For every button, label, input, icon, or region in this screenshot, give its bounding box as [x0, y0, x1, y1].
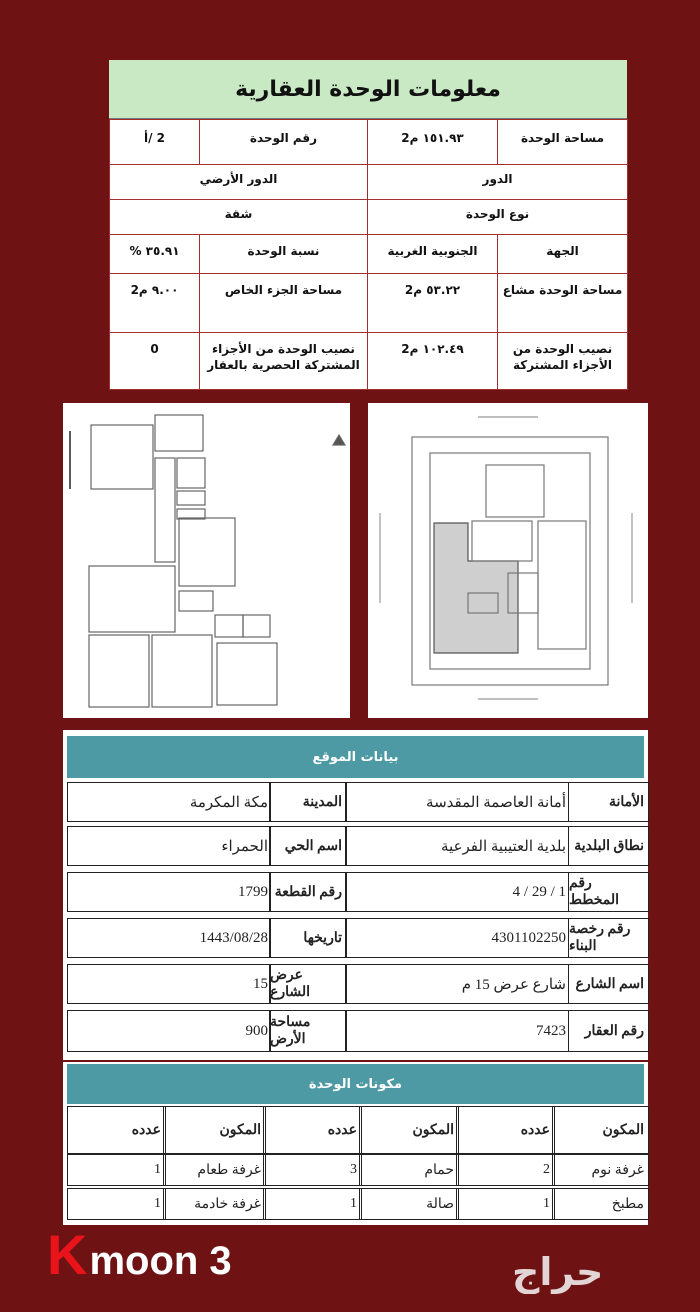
street-name-value: شارع عرض 15 م [345, 964, 569, 1004]
component-header: المكون [552, 1106, 649, 1154]
building-permit-label: رقم رخصة البناء [568, 918, 649, 958]
street-name-label: اسم الشارع [568, 964, 649, 1004]
shared-parts-value: ١٠٢.٤٩ م2 [368, 333, 498, 390]
plan-number-value: 4 / 29 / 1 [345, 872, 569, 912]
component-dining-room: غرفة طعام [163, 1154, 266, 1186]
unit-components-section [63, 1062, 648, 1225]
municipality-value: بلدية العتيبية الفرعية [345, 826, 569, 866]
component-hall: صالة [359, 1188, 459, 1220]
haraj-watermark: حراج [512, 1250, 604, 1294]
common-area-label: مساحة الوحدة مشاع [498, 274, 628, 333]
district-label: اسم الحي [269, 826, 347, 866]
floor-value: الدور الأرضي [110, 165, 368, 200]
district-value: الحمراء [67, 826, 271, 866]
direction-value: الجنوبية الغربية [368, 235, 498, 274]
unit-info-title: معلومات الوحدة العقارية [109, 60, 627, 119]
site-plan-drawing [368, 403, 648, 718]
floor-plan-drawing [63, 403, 350, 718]
property-number-label: رقم العقار [568, 1010, 649, 1052]
common-area-value: ٥٣.٢٢ م2 [368, 274, 498, 333]
location-data-title: بيانات الموقع [67, 736, 644, 778]
unit-ratio-value: ٣٥.٩١ % [110, 235, 200, 274]
street-width-value: 15 [67, 964, 271, 1004]
floor-plan-image [63, 403, 350, 718]
brand-text: moon 3 [89, 1239, 232, 1283]
site-plan-image [368, 403, 648, 718]
unit-info-table [109, 60, 627, 390]
kmoon-brand [47, 1222, 232, 1286]
unit-area-label: مساحة الوحدة [498, 120, 628, 165]
count-header: عدده [456, 1106, 555, 1154]
permit-date-label: تاريخها [269, 918, 347, 958]
property-number-value: 7423 [345, 1010, 569, 1052]
land-area-label: مساحة الأرض [269, 1010, 347, 1052]
component-bathroom: حمام [359, 1154, 459, 1186]
count-bedroom: 2 [456, 1154, 555, 1186]
shared-parts-label: نصيب الوحدة من الأجزاء المشتركة [498, 333, 628, 390]
exclusive-shared-value: 0 [110, 333, 200, 390]
count-header: عدده [263, 1106, 362, 1154]
count-maid-room: 1 [67, 1188, 166, 1220]
private-area-label: مساحة الجزء الخاص [200, 274, 368, 333]
street-width-label: عرض الشارع [269, 964, 347, 1004]
building-permit-value: 4301102250 [345, 918, 569, 958]
direction-label: الجهة [498, 235, 628, 274]
component-header: المكون [359, 1106, 459, 1154]
unit-components-title: مكونات الوحدة [67, 1064, 644, 1104]
amana-value: أمانة العاصمة المقدسة [345, 782, 569, 822]
plot-number-label: رقم القطعة [269, 872, 347, 912]
unit-number-label: رقم الوحدة [200, 120, 368, 165]
component-kitchen: مطبخ [552, 1188, 649, 1220]
city-label: المدينة [269, 782, 347, 822]
city-value: مكة المكرمة [67, 782, 271, 822]
municipality-label: نطاق البلدية [568, 826, 649, 866]
count-kitchen: 1 [456, 1188, 555, 1220]
location-data-section [63, 730, 648, 1060]
unit-type-label: نوع الوحدة [368, 200, 628, 235]
count-header: عدده [67, 1106, 166, 1154]
count-hall: 1 [263, 1188, 362, 1220]
component-maid-room: غرفة خادمة [163, 1188, 266, 1220]
permit-date-value: 1443/08/28 [67, 918, 271, 958]
private-area-value: ٩.٠٠ م2 [110, 274, 200, 333]
count-dining-room: 1 [67, 1154, 166, 1186]
plan-number-label: رقم المخطط [568, 872, 649, 912]
plot-number-value: 1799 [67, 872, 271, 912]
component-bedroom: غرفة نوم [552, 1154, 649, 1186]
land-area-value: 900 [67, 1010, 271, 1052]
unit-ratio-label: نسبة الوحدة [200, 235, 368, 274]
component-header: المكون [163, 1106, 266, 1154]
brand-letter-k: K [47, 1223, 88, 1286]
exclusive-shared-label: نصيب الوحدة من الأجزاء المشتركة الحصرية بالعقار [200, 333, 368, 390]
amana-label: الأمانة [568, 782, 649, 822]
unit-area-value: ١٥١.٩٣ م2 [368, 120, 498, 165]
count-bathroom: 3 [263, 1154, 362, 1186]
floor-label: الدور [368, 165, 628, 200]
unit-type-value: شقة [110, 200, 368, 235]
unit-number-value: 2 /أ [110, 120, 200, 165]
